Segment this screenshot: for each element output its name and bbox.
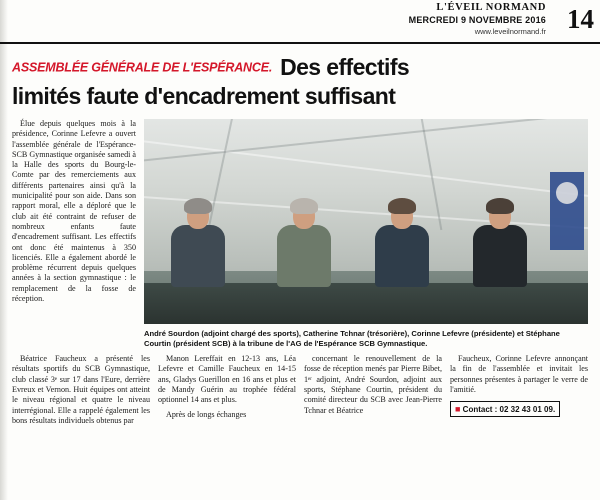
lower-section [0,348,600,426]
masthead-text-block [8,2,592,37]
publication-url: www.leveilnormand.fr [474,27,546,36]
body-paragraph: concernant le renouvellement de la fosse de réception menés par Pierre Bibet, 1ᵉʳ adjoint, André Sourdon, adjoint aux sports, Stéphane Courtin, président du comité directeur du SCB avec Jean-Pierre Tchnar et Béatrice [304,354,442,415]
photo-person-head [293,203,315,229]
upper-section [0,113,600,348]
body-paragraph: Faucheux, Corinne Lefevre annonçant la fin de l'assemblée et invitait les personnes présentes à partager le verre de l'amitié. [450,354,588,395]
body-paragraph: Après de longs échanges [166,409,247,419]
lede-column [12,119,144,348]
publication-date: MERCREDI 9 NOVEMBRE 2016 [408,15,546,25]
body-paragraph: Béatrice Faucheux a présenté les résultats sportifs du SCB Gymnastique, club classé 3ᵉ sur 17 dans l'Eure, derrière Evreux et Vernon. Huit équipes ont atteint le niveau régional et quatre le niveau interrégional. Elle a rappelé également les bons résultats individuels obtenus par [12,354,150,425]
body-column-1 [12,354,150,426]
headline-line-1: Des effectifs [280,54,410,80]
photo-person-head [391,203,413,229]
photo-person-body [473,225,527,287]
photo-table [144,283,588,324]
body-column-2 [158,354,296,426]
contact-bullet-icon: ■ [455,404,461,415]
photo-person-body [171,225,225,287]
photo-caption: André Sourdon (adjoint chargé des sports), Catherine Tchnar (trésorière), Corinne Lefevre (présidente) et Stéphane Courtin (président SCB) à la tribune de l'AG de l'Espérance SCB Gymnastique. [144,329,560,348]
photo-person-hair [184,198,212,214]
photo-person-head [489,203,511,229]
headline-block [0,44,600,113]
photo-person-corinne-lefevre [375,203,429,287]
body-column-3 [304,354,442,426]
photo-person-body [375,225,429,287]
photo-banner [550,172,584,250]
photo-person-hair [486,198,514,214]
headline-first-line [12,54,588,81]
contact-text: Contact : 02 32 43 01 09. [462,405,556,415]
contact-box [450,401,560,417]
photo-person-head [187,203,209,229]
body-column-4 [450,354,588,426]
photo-person-catherine-tchnar [277,203,331,287]
article-kicker: ASSEMBLÉE GÉNÉRALE DE L'ESPÉRANCE. [12,60,273,75]
lede-paragraph: Élue depuis quelques mois à la présidence, Corinne Lefevre a ouvert l'assemblée générale de l'Espérance-SCB Gymnastique organisée samedi à la Halle des sports du Bourg-le-Comte par des remerciements aux différents partenaires ainsi qu'à la municipalité pour son aide. Dans son rapport moral, elle a déploré que le club ait été contraint de refuser de nombreux enfants faute d'encadrement suffisant. Les effectifs ont donc été maintenus à 350 licenciés. Elle a également abordé le problème récurrent depuis quelques années à la section gymnastique : le remplacement de la fosse de réception. [12,119,136,304]
masthead [0,0,600,44]
photo-block [144,119,588,348]
publication-title: L'ÉVEIL NORMAND [436,2,546,13]
photo-person-andre-sourdon [171,203,225,287]
photo-person-body [277,225,331,287]
photo-person-hair [290,198,318,214]
headline-line-2: limités faute d'encadrement suffisant [12,83,396,109]
article-photo [144,119,588,324]
photo-person-stephane-courtin [473,203,527,287]
photo-person-hair [388,198,416,214]
page-number: 14 [567,4,594,34]
body-paragraph: Manon Lereffait en 12-13 ans, Léa Lefevre et Camille Faucheux en 14-15 ans, Gladys Guerillon en 16 ans et plus et de Mandy Guérin au trophée fédéral optionnel 14 ans et plus. [158,354,296,405]
